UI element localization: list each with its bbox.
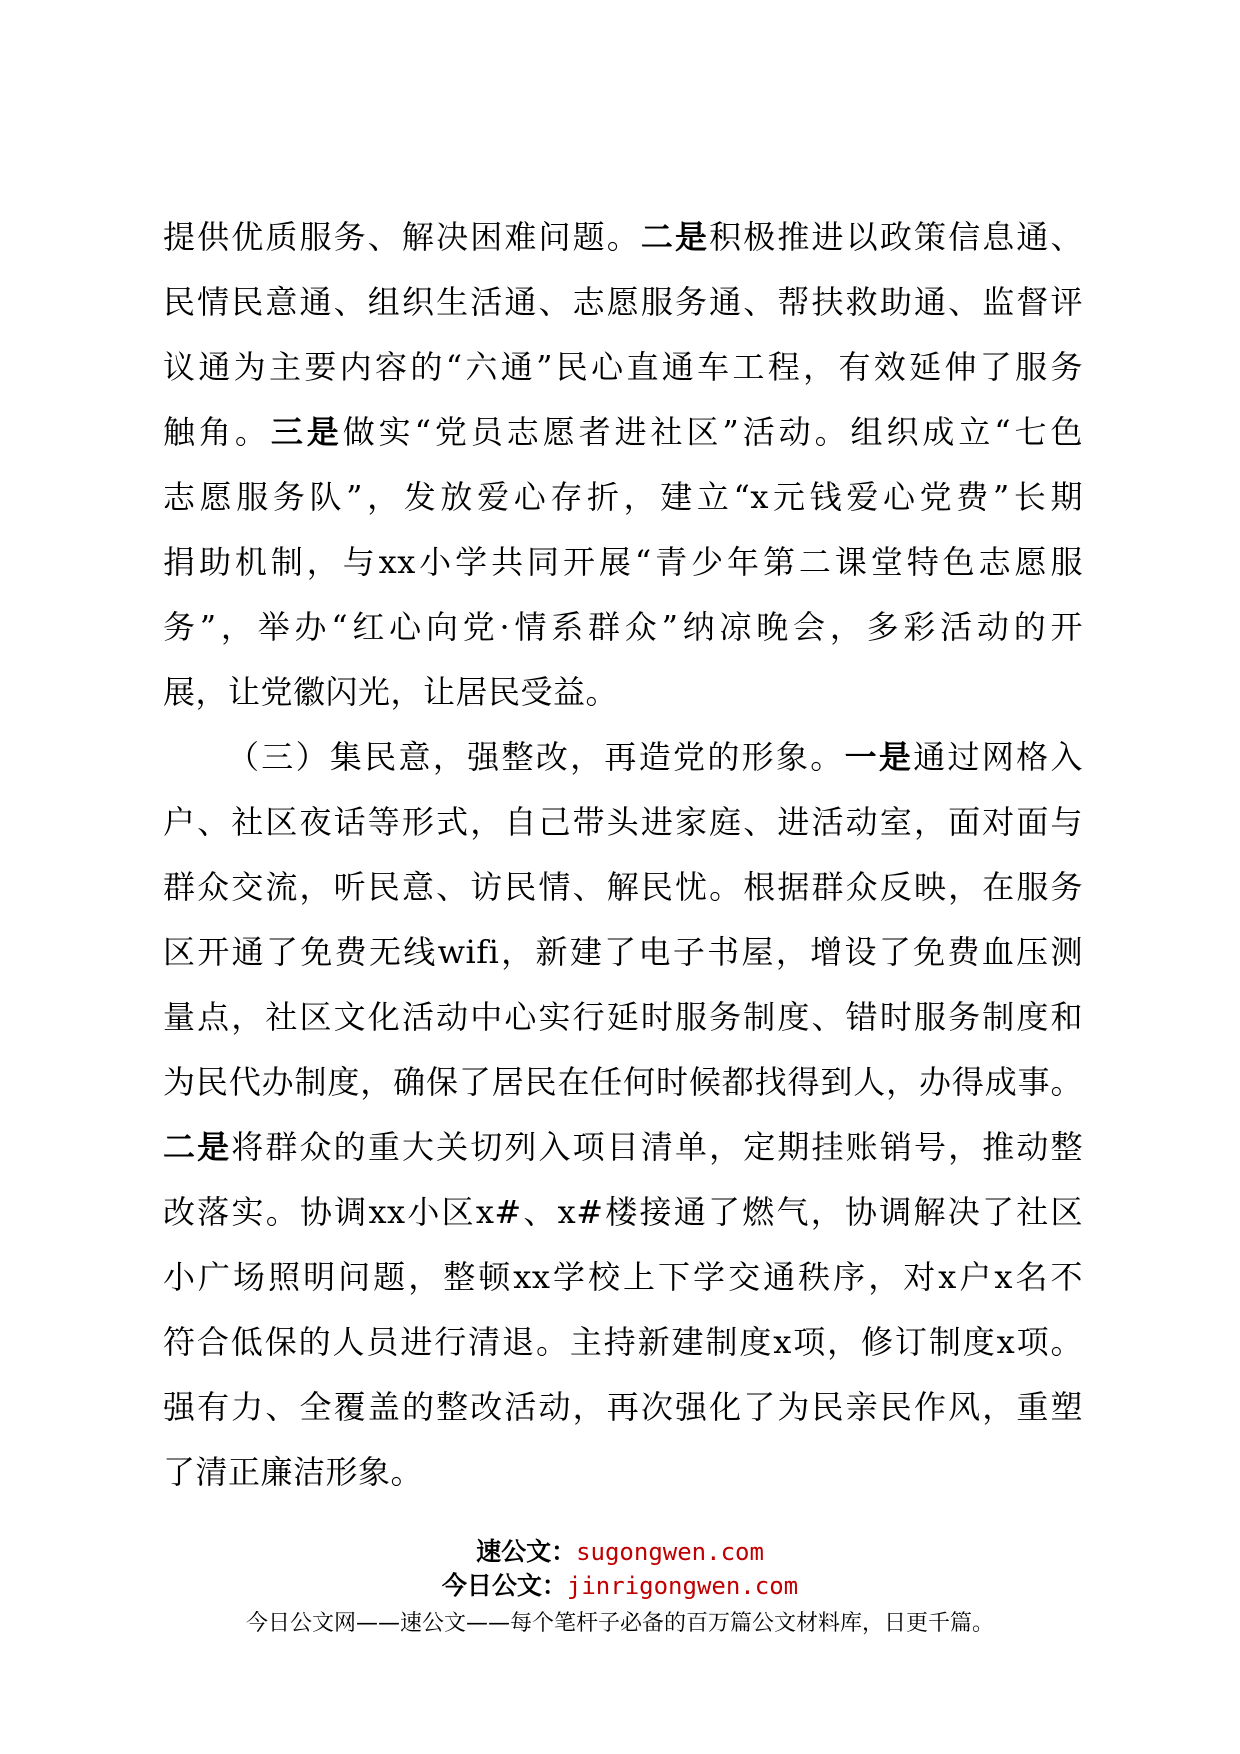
line-text: 民情民意通、组织生活通、志愿服务通、帮扶救助通、监督评 [163, 283, 1083, 321]
sugongwen-link[interactable]: sugongwen.com [576, 1538, 764, 1566]
text-line [163, 1245, 1083, 1310]
line-text: 志愿服务队”，发放爱心存折，建立“x元钱爱心党费”长期 [163, 478, 1083, 516]
text-line [163, 270, 1083, 335]
text-line [163, 335, 1083, 400]
line-text: 量点，社区文化活动中心实行延时服务制度、错时服务制度和 [163, 998, 1083, 1036]
text-line [163, 205, 1083, 270]
text-line [163, 1440, 1083, 1505]
jinrigongwen-link[interactable]: jinrigongwen.com [566, 1572, 799, 1600]
line-text: 改落实。协调xx小区x#、x#楼接通了燃气，协调解决了社区 [163, 1193, 1083, 1231]
line-text: 区开通了免费无线wifi，新建了电子书屋，增设了免费血压测 [163, 933, 1083, 971]
line-text: 符合低保的人员进行清退。主持新建制度x项，修订制度x项。 [163, 1323, 1083, 1361]
line-text: 群众交流，听民意、访民情、解民忧。根据群众反映，在服务 [163, 868, 1083, 906]
footer-slogan: 今日公文网——速公文——每个笔杆子必备的百万篇公文材料库，日更千篇。 [245, 1611, 994, 1636]
line-text: 小广场照明问题，整顿xx学校上下学交通秩序，对x户x名不 [163, 1258, 1083, 1296]
line-text: 做实“党员志愿者进社区”活动。组织成立“七色 [342, 413, 1083, 451]
bold-lead: 二是 [163, 1128, 232, 1166]
line-text: 展，让党徽闪光，让居民受益。 [163, 673, 619, 711]
footer-line-jinrigongwen [0, 1569, 1240, 1603]
line-text: 通过网格入 [913, 738, 1083, 776]
line-text: 触角。 [163, 413, 271, 451]
document-body [163, 205, 1083, 1505]
text-line [163, 465, 1083, 530]
line-text: 户、社区夜话等形式，自己带头进家庭、进活动室，面对面与 [163, 803, 1083, 841]
text-line [163, 595, 1083, 660]
bold-lead: 三是 [270, 413, 343, 451]
bold-lead: 一是 [844, 738, 914, 776]
line-text: 积极推进以政策信息通、 [709, 218, 1083, 256]
line-text: 捐助机制，与xx小学共同开展“青少年第二课堂特色志愿服 [163, 543, 1083, 581]
line-text: 强有力、全覆盖的整改活动，再次强化了为民亲民作风，重塑 [163, 1388, 1083, 1426]
text-line [163, 400, 1083, 465]
footer-line-sugongwen [0, 1535, 1240, 1569]
text-line [163, 1180, 1083, 1245]
line-text: 提供优质服务、解决困难问题。 [163, 218, 641, 256]
line-text: 务”，举办“红心向党·情系群众”纳凉晚会，多彩活动的开 [163, 608, 1083, 646]
footer-label: 今日公文： [441, 1571, 567, 1600]
footer-watermark [0, 1535, 1240, 1641]
text-line [163, 1115, 1083, 1180]
line-text: 议通为主要内容的“六通”民心直通车工程，有效延伸了服务 [163, 348, 1083, 386]
text-line [163, 1375, 1083, 1440]
text-line [163, 920, 1083, 985]
section-heading-line [163, 725, 1083, 790]
text-line [163, 855, 1083, 920]
line-text: 为民代办制度，确保了居民在任何时候都找得到人，办得成事。 [163, 1063, 1083, 1101]
line-text: 将群众的重大关切列入项目清单，定期挂账销号，推动整 [231, 1128, 1083, 1166]
text-line [163, 530, 1083, 595]
text-line [163, 1050, 1083, 1115]
footer-label: 速公文： [476, 1537, 577, 1566]
text-line [163, 660, 1083, 725]
line-text: 了清正廉洁形象。 [163, 1453, 424, 1491]
text-line [163, 1310, 1083, 1375]
text-line [163, 790, 1083, 855]
section-heading: （三）集民意，强整改，再造党的形象。 [227, 738, 845, 776]
bold-lead: 二是 [640, 218, 710, 256]
text-line [163, 985, 1083, 1050]
